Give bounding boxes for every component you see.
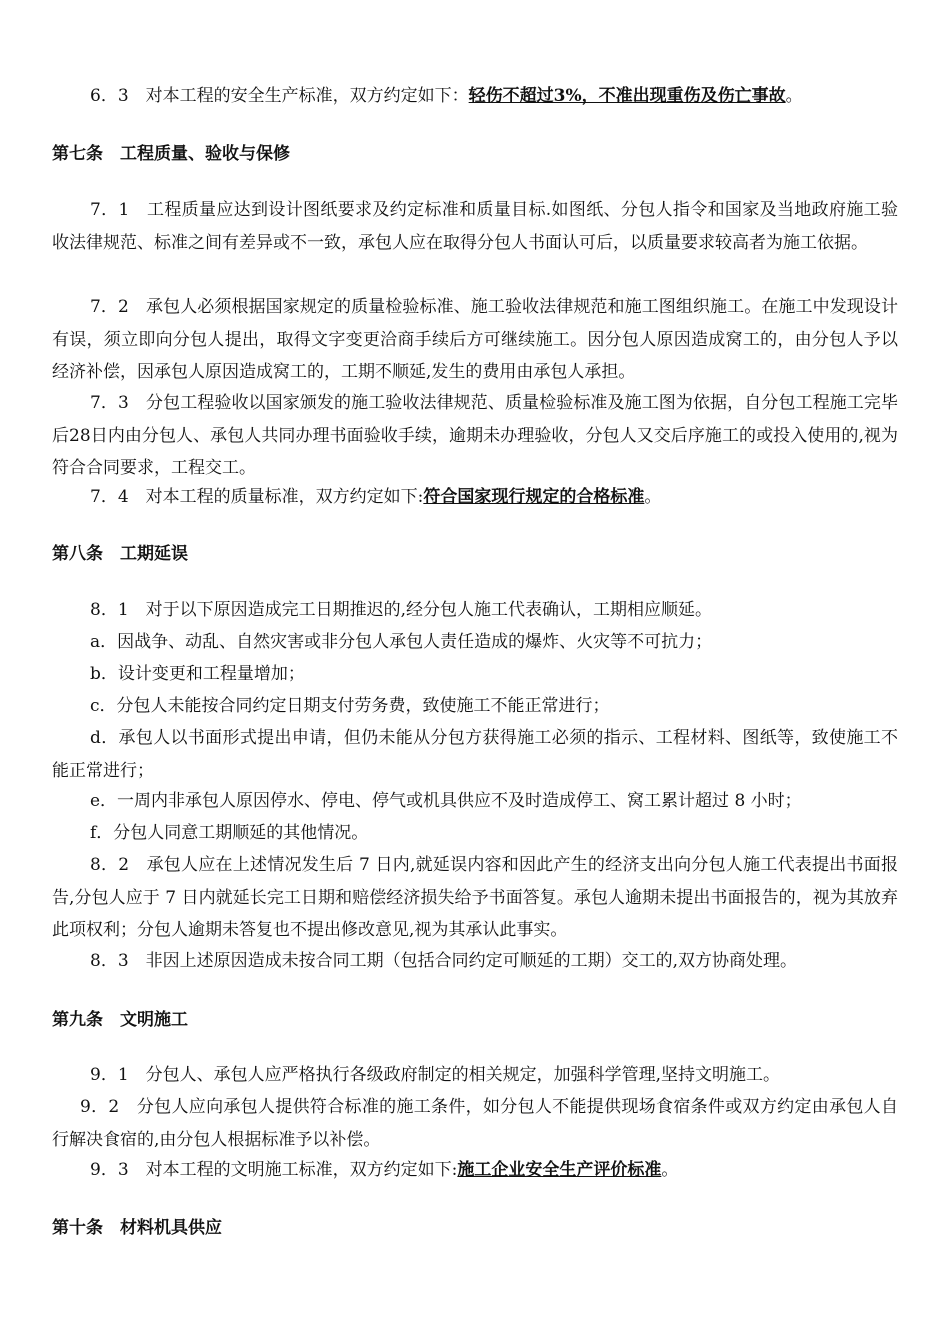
- clause-7-3: 7．3 分包工程验收以国家颁发的施工验收法律规范、质量检验标准及施工图为依据，自分包工程施工完毕后28日内由分包人、承包人共同办理书面验收手续，逾期未办理验收，分包人又交后序施工的或投入使用的,视为符合合同要求，工程交工。: [52, 393, 898, 478]
- item-a: a．因战争、动乱、自然灾害或非分包人承包人责任造成的爆炸、火灾等不可抗力；: [90, 632, 713, 652]
- clause-8-1: 8．1 对于以下原因造成完工日期推迟的,经分包人施工代表确认，工期相应顺延。: [90, 600, 713, 620]
- item-f: f．分包人同意工期顺延的其他情况。: [90, 823, 369, 843]
- clause-7-1: 7．1 工程质量应达到设计图纸要求及约定标准和质量目标.如图纸、分包人指令和国家及当地政府施工验收法律规范、标准之间有差异或不一致，承包人应在取得分包人书面认可后，以质量要求较高者为施工依据。: [52, 200, 898, 253]
- item-e: e．一周内非承包人原因停水、停电、停气或机具供应不及时造成停工、窝工累计超过 8 小时；: [90, 791, 802, 811]
- article-10-heading: 第十条 材料机具供应: [52, 1218, 222, 1238]
- clause-9-1: 9．1 分包人、承包人应严格执行各级政府制定的相关规定，加强科学管理,坚持文明施工。: [90, 1065, 781, 1085]
- clause-9-2: 9．2 分包人应向承包人提供符合标准的施工条件，如分包人不能提供现场食宿条件或双方约定由承包人自行解决食宿的,由分包人根据标准予以补偿。: [52, 1097, 898, 1150]
- clause-9-3: [52, 1154, 898, 1187]
- clause-6-3-underlined: 轻伤不超过3%，不准出现重伤及伤亡事故: [468, 86, 786, 106]
- clause-7-4-tail: 。: [644, 487, 662, 507]
- clause-7-2: 7．2 承包人必须根据国家规定的质量检验标准、施工验收法律规范和施工图组织施工。在施工中发现设计有误，须立即向分包人提出，取得文字变更洽商手续后方可继续施工。因分包人原因造成窝工的，由分包人予以经济补偿，因承包人原因造成窝工的，工期不顺延,发生的费用由承包人承担。: [52, 297, 898, 382]
- clause-7-4-underlined: 符合国家现行规定的合格标准: [423, 487, 645, 507]
- clause-9-3-text: 9．3 对本工程的文明施工标准，双方约定如下:: [90, 1160, 458, 1180]
- clause-8-2: 8．2 承包人应在上述情况发生后 7 日内,就延误内容和因此产生的经济支出向分包人施工代表提出书面报告,分包人应于 7 日内就延长完工日期和赔偿经济损失给予书面答复。承包人逾期未提出书面报告的，视为其放弃此项权利；分包人逾期未答复也不提出修改意见,视为其承认此事实。: [52, 855, 898, 940]
- article-7-heading: 第七条 工程质量、验收与保修: [52, 144, 290, 164]
- clause-6-3-tail: 。: [785, 86, 803, 106]
- item-c: c．分包人未能按合同约定日期支付劳务费，致使施工不能正常进行；: [90, 696, 610, 716]
- clause-9-3-tail: 。: [661, 1160, 679, 1180]
- clause-6-3: [52, 80, 898, 113]
- item-d: d．承包人以书面形式提出申请，但仍未能从分包方获得施工必须的指示、工程材料、图纸等，致使施工不能正常进行；: [52, 728, 898, 781]
- clause-8-3: 8．3 非因上述原因造成未按合同工期（包括合同约定可顺延的工期）交工的,双方协商处理。: [90, 951, 798, 971]
- item-b: b．设计变更和工程量增加；: [90, 664, 305, 684]
- article-9-heading: 第九条 文明施工: [52, 1010, 188, 1030]
- clause-6-3-text: 6．3 对本工程的安全生产标准，双方约定如下：: [90, 86, 469, 106]
- clause-9-3-underlined: 施工企业安全生产评价标准: [457, 1160, 662, 1180]
- article-8-heading: 第八条 工期延误: [52, 544, 188, 564]
- clause-7-4: [52, 481, 898, 514]
- clause-7-4-text: 7．4 对本工程的质量标准，双方约定如下:: [90, 487, 424, 507]
